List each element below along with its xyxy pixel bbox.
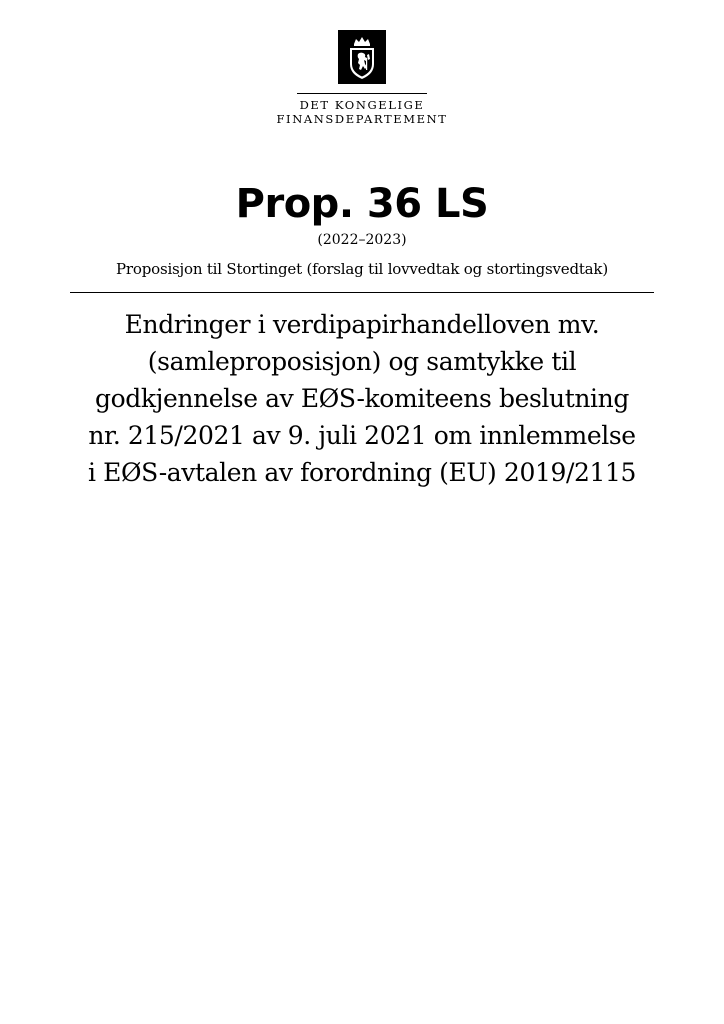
title-line: Endringer i verdipapirhandelloven mv. — [124, 310, 600, 339]
title-line: nr. 215/2021 av 9. juli 2021 om innlemmelse — [88, 421, 636, 450]
title-line: i EØS-avtalen av forordning (EU) 2019/2115 — [87, 458, 637, 487]
royal-coat-of-arms-icon — [338, 30, 386, 84]
document-title — [60, 306, 664, 491]
department-name-line2: FINANSDEPARTEMENT — [276, 112, 448, 126]
parliamentary-session: (2022–2023) — [317, 232, 407, 248]
title-line: godkjennelse av EØS-komiteens beslutning — [95, 384, 629, 413]
logo-divider — [297, 93, 427, 94]
department-name-line1: DET KONGELIGE — [299, 98, 425, 112]
proposition-subtitle: Proposisjon til Stortinget (forslag til lovvedtak og stortingsvedtak) — [116, 260, 608, 278]
title-line: (samleproposisjon) og samtykke til — [147, 347, 577, 376]
proposition-number: Prop. 36 LS — [235, 181, 489, 227]
department-logo — [0, 30, 724, 126]
title-divider — [70, 292, 654, 293]
